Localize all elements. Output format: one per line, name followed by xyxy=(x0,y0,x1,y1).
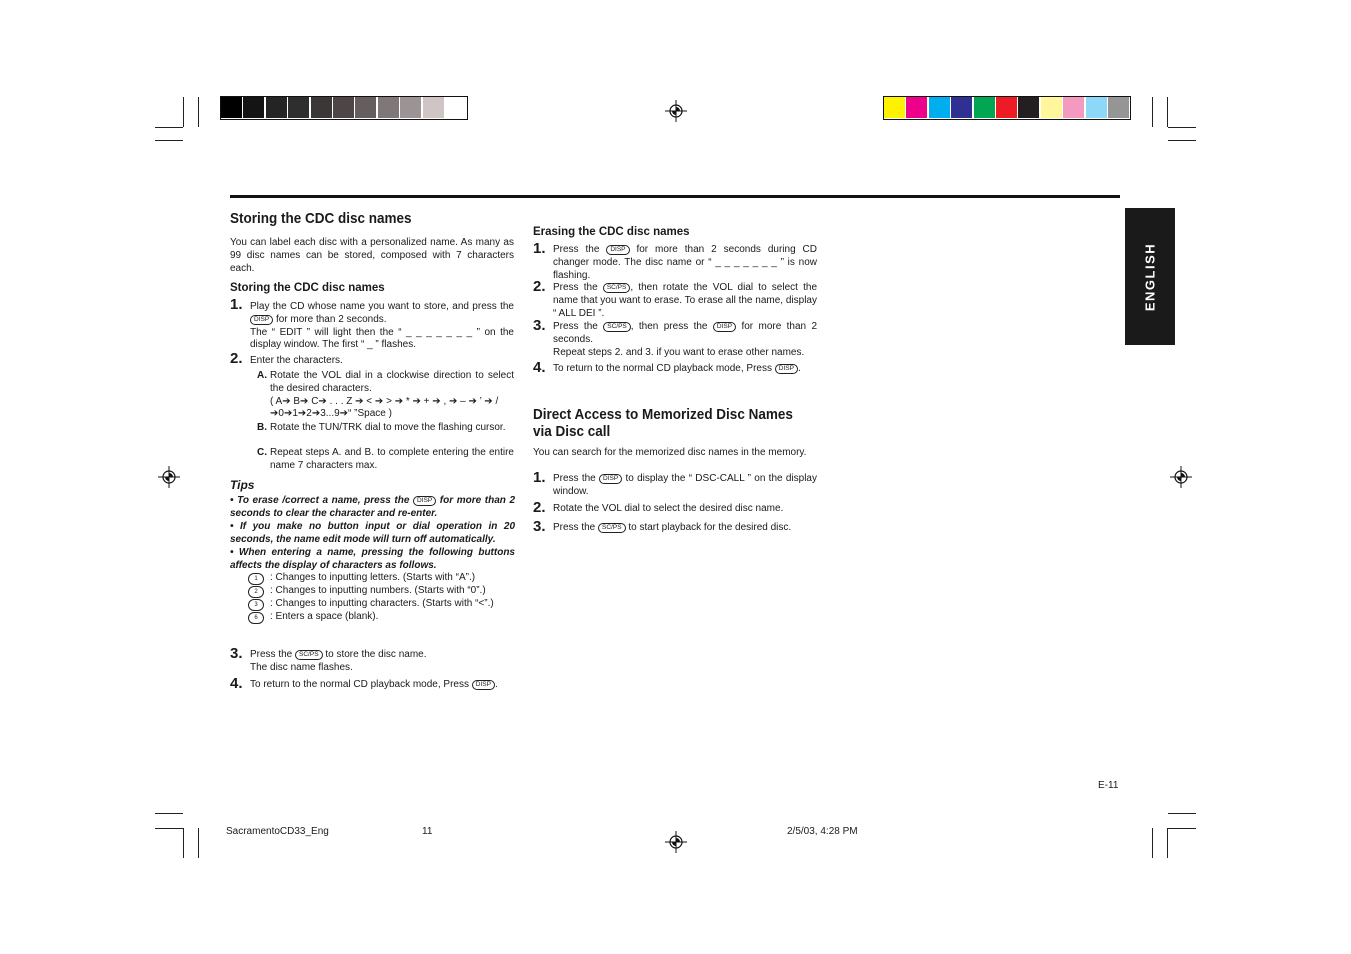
erase-step-2: Press the SC/PS , then rotate the VOL dial to select the name that you want to erase. To erase all the name, display “ ALL DEI ”. xyxy=(553,282,818,319)
color-swatch xyxy=(1041,97,1062,118)
color-swatch xyxy=(974,97,995,118)
gray-swatch xyxy=(355,97,376,118)
disp-key-icon: DISP xyxy=(775,364,798,374)
scps-key-icon: SC/PS xyxy=(603,322,631,332)
sub-step-a: Rotate the VOL dial in a clockwise direction to select the desired characters. ( A➔ B➔ C➔ . . . Z ➔ < ➔ > ➔ * ➔ + ➔ , ➔ – ➔ ’ ➔ / ➔0➔1➔2➔3...9➔“ ”Space ) xyxy=(270,370,514,420)
color-swatch xyxy=(884,97,905,118)
left-intro: You can label each disc with a personalized name. As many as 99 disc names can be stored, composed with 7 characters each. xyxy=(230,237,514,274)
registration-mark-icon xyxy=(1170,466,1192,488)
sub-label: A. xyxy=(257,370,267,381)
sub-label: B. xyxy=(257,422,267,433)
step-number: 1. xyxy=(533,240,546,257)
scps-key-icon: SC/PS xyxy=(295,650,323,660)
language-tab-label: ENGLISH xyxy=(1142,242,1158,311)
sub-step-b: Rotate the TUN/TRK dial to move the flashing cursor. xyxy=(270,422,506,433)
direct-access-title: Direct Access to Memorized Disc Names via Disc call xyxy=(533,406,793,440)
scps-key-icon: SC/PS xyxy=(603,283,631,293)
gray-swatch xyxy=(243,97,264,118)
gray-swatch xyxy=(221,97,242,118)
step-number: 2. xyxy=(533,499,546,516)
number-key-icon: 3 xyxy=(248,599,264,611)
call-step-3: Press the SC/PS to start playback for the desired disc. xyxy=(553,522,792,533)
disp-key-icon: DISP xyxy=(606,245,629,255)
color-swatch xyxy=(1063,97,1084,118)
tip-3: • When entering a name, pressing the following buttons affects the display of characters as follows. xyxy=(230,547,515,571)
language-tab xyxy=(1125,208,1175,345)
disp-key-icon: DISP xyxy=(250,315,273,325)
step-number: 4. xyxy=(230,675,243,692)
gray-swatch xyxy=(266,97,287,118)
gray-swatch xyxy=(400,97,421,118)
number-key-icon: 2 xyxy=(248,586,264,598)
color-swatch xyxy=(929,97,950,118)
step-2: Enter the characters. xyxy=(250,355,343,366)
tips-title: Tips xyxy=(230,478,255,492)
erase-step-3: Press the SC/PS , then press the DISP for more than 2 seconds. Repeat steps 2. and 3. if you want to erase other names. xyxy=(553,321,818,358)
disp-key-icon: DISP xyxy=(413,496,436,506)
gray-swatch xyxy=(288,97,309,118)
number-key-description: : Changes to inputting letters. (Starts with “A”.) xyxy=(270,572,476,583)
disp-key-icon: DISP xyxy=(599,474,622,484)
sub-step-c: Repeat steps A. and B. to complete entering the entire name 7 characters max. xyxy=(270,447,514,471)
step-number: 2. xyxy=(533,278,546,295)
number-key-description: : Changes to inputting characters. (Starts with “<”.) xyxy=(270,598,494,609)
color-swatch xyxy=(951,97,972,118)
left-title: Storing the CDC disc names xyxy=(230,210,412,227)
disp-key-icon: DISP xyxy=(713,322,736,332)
left-subtitle: Storing the CDC disc names xyxy=(230,282,385,294)
header-rule xyxy=(230,195,1120,198)
scps-key-icon: SC/PS xyxy=(598,523,626,533)
number-key-description: : Enters a space (blank). xyxy=(270,611,379,622)
number-key-description: : Changes to inputting numbers. (Starts with “0”.) xyxy=(270,585,486,596)
color-swatch xyxy=(1108,97,1129,118)
color-swatch xyxy=(906,97,927,118)
color-swatch xyxy=(1086,97,1107,118)
registration-mark-icon xyxy=(665,100,687,122)
gray-swatch xyxy=(378,97,399,118)
disp-key-icon: DISP xyxy=(472,680,495,690)
step-number: 1. xyxy=(533,469,546,486)
step-number: 1. xyxy=(230,296,243,313)
step-1: Play the CD whose name you want to store, and press the DISP for more than 2 seconds. The “ EDIT ” will light then the “ _ _ _ _ _ _ _ ” on the display window. The first “ _ ” flashes. xyxy=(250,301,514,351)
tip-2: • If you make no button input or dial operation in 20 seconds, the name edit mode will turn off automatically. xyxy=(230,521,515,545)
color-swatch xyxy=(996,97,1017,118)
number-key-icon: 6 xyxy=(248,612,264,624)
step-4: To return to the normal CD playback mode, Press DISP . xyxy=(250,679,498,690)
step-3: Press the SC/PS to store the disc name. The disc name flashes. xyxy=(250,649,427,673)
erase-step-1: Press the DISP for more than 2 seconds during CD changer mode. The disc name or “ _ _ _ _ _ _ _ ” is now flashing. xyxy=(553,244,818,281)
gray-swatch xyxy=(423,97,444,118)
page-number: E-11 xyxy=(1098,780,1119,791)
step-number: 4. xyxy=(533,359,546,376)
tip-1: • To erase /correct a name, press the DISP for more than 2 seconds to clear the character and re-enter. xyxy=(230,495,516,519)
gray-swatch xyxy=(445,97,466,118)
direct-access-intro: You can search for the memorized disc names in the memory. xyxy=(533,447,807,458)
gray-swatch xyxy=(333,97,354,118)
step-number: 3. xyxy=(533,317,546,334)
erase-subtitle: Erasing the CDC disc names xyxy=(533,226,690,238)
registration-mark-icon xyxy=(158,466,180,488)
footer-date: 2/5/03, 4:28 PM xyxy=(787,826,858,837)
gray-swatch xyxy=(311,97,332,118)
color-swatch xyxy=(1018,97,1039,118)
call-step-2: Rotate the VOL dial to select the desired disc name. xyxy=(553,503,784,514)
number-key-icon: 1 xyxy=(248,573,264,585)
registration-mark-icon xyxy=(665,831,687,853)
footer-page: 11 xyxy=(422,826,433,837)
step-number: 2. xyxy=(230,350,243,367)
step-number: 3. xyxy=(533,518,546,535)
footer-file: SacramentoCD33_Eng xyxy=(226,826,329,837)
call-step-1: Press the DISP to display the “ DSC-CALL ” on the display window. xyxy=(553,473,817,497)
erase-step-4: To return to the normal CD playback mode, Press DISP . xyxy=(553,363,801,374)
step-number: 3. xyxy=(230,645,243,662)
sub-label: C. xyxy=(257,447,267,458)
